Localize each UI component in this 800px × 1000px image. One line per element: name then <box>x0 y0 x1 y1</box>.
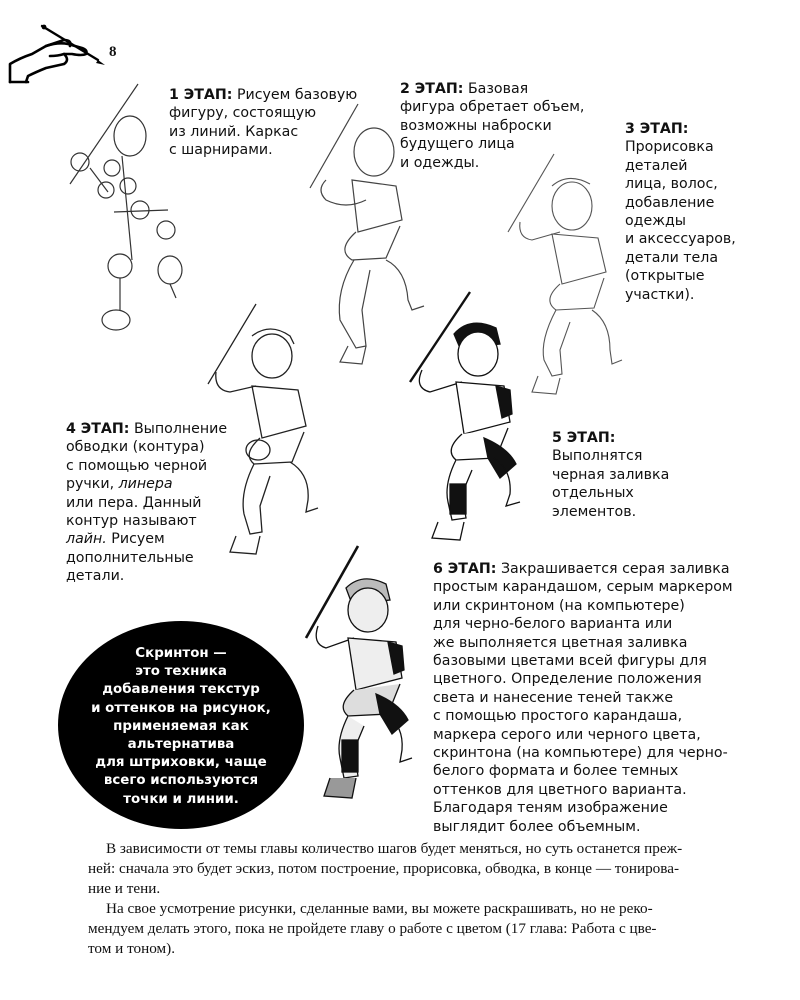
stage-5-black-fill-figure <box>396 288 536 548</box>
stage-4-line: обводки (контура) <box>66 439 205 456</box>
stage-1-line: Рисуем базовую <box>232 87 358 103</box>
stage-5-line: отдельных <box>552 485 634 502</box>
stage-6-line: маркера серого или черного цвета, <box>433 726 701 743</box>
stage-1-label: 1 ЭТАП: <box>169 87 233 103</box>
stage-1-line: с шарнирами. <box>169 142 273 159</box>
stage-4-line: дополнительные <box>66 549 194 566</box>
body-paragraph-2 <box>88 899 756 959</box>
body-line: На свое усмотрение рисунки, сделанные вами, вы можете раскрашивать, но не реко- <box>106 900 653 917</box>
note-line: это техника <box>135 664 227 680</box>
stage-6-line: Благодаря теням изображение <box>433 800 668 817</box>
note-line: добавления текстур <box>102 682 260 698</box>
stage-5-line: черная заливка <box>552 466 670 483</box>
stage-6-text <box>433 560 733 836</box>
stage-4-line: детали. <box>66 568 125 585</box>
stage-1-stick-figure <box>60 80 190 340</box>
body-line: ние и тени. <box>88 880 161 897</box>
body-line: мендуем делать этого, пока не пройдете главу о работе с цветом (17 глава: Работа с цве- <box>88 920 657 937</box>
stage-6-line: Закрашивается серая заливка <box>496 561 730 577</box>
stage-3-line: одежды <box>625 213 687 230</box>
stage-3-line: Прорисовка <box>625 139 714 156</box>
stage-4-line: Рисуем <box>106 531 165 548</box>
stage-4-line: контур называют <box>66 513 197 530</box>
stage-2-line: возможны наброски <box>400 117 552 134</box>
stage-2-line: будущего лица <box>400 136 515 153</box>
drawing-hand-icon <box>6 20 106 84</box>
note-line: применяемая как <box>113 718 249 734</box>
stage-6-line: для черно-белого варианта или <box>433 616 673 633</box>
screentone-note-text <box>58 645 304 809</box>
page-number: 8 <box>109 44 117 60</box>
stage-4-outline-figure <box>196 300 326 565</box>
stage-5-line: элементов. <box>552 503 637 520</box>
stage-4-line: с помощью черной <box>66 457 208 474</box>
stage-6-line: скринтона (на компьютере) для черно- <box>433 745 728 762</box>
stage-2-line: и одежды. <box>400 154 480 171</box>
stage-6-line: выглядит более объемным. <box>433 818 641 835</box>
stage-4-line: или пера. Данный <box>66 494 202 511</box>
stage-3-line: (открытые <box>625 268 705 285</box>
screentone-note-circle <box>58 621 304 829</box>
note-line: и оттенков на рисунок, <box>91 700 271 716</box>
stage-2-line: фигура обретает объем, <box>400 99 585 116</box>
note-line: для штриховки, чаще <box>95 755 267 771</box>
stage-2-label: 2 ЭТАП: <box>400 81 464 97</box>
body-line: В зависимости от темы главы количество шагов будет меняться, но суть останется преж- <box>106 840 683 857</box>
stage-4-line: Выполнение <box>129 421 228 437</box>
stage-3-label: 3 ЭТАП: <box>625 121 689 137</box>
stage-6-line: базовыми цветами всей фигуры для <box>433 653 707 670</box>
body-line: том и тоном). <box>88 940 176 957</box>
stage-4-italic: линера <box>118 476 173 493</box>
note-line: всего используются <box>103 773 259 789</box>
stage-3-line: лица, волос, <box>625 176 718 193</box>
stage-6-line: или скринтоном (на компьютере) <box>433 597 685 614</box>
stage-4-label: 4 ЭТАП: <box>66 421 130 437</box>
stage-6-line: белого формата и более темных <box>433 763 679 780</box>
note-line: альтернатива <box>127 737 235 753</box>
stage-6-label: 6 ЭТАП: <box>433 561 497 577</box>
stage-6-shaded-figure <box>296 542 426 812</box>
stage-6-line: с помощью простого карандаша, <box>433 708 683 725</box>
stage-2-line: Базовая <box>463 81 529 97</box>
stage-4-italic: лайн. <box>66 531 107 548</box>
stage-3-line: деталей <box>625 157 688 174</box>
stage-5-label: 5 ЭТАП: <box>552 430 616 446</box>
stage-3-line: участки). <box>625 286 695 303</box>
body-line: ней: сначала это будет эскиз, потом построение, прорисовка, обводка, в конце — тонирова- <box>88 860 680 877</box>
body-paragraph-1 <box>88 839 756 899</box>
stage-1-line: из линий. Каркас <box>169 123 299 140</box>
stage-3-line: детали тела <box>625 249 719 266</box>
stage-6-line: цветного. Определение положения <box>433 671 702 688</box>
stage-3-text <box>625 120 736 304</box>
stage-4-line: ручки, <box>66 476 119 493</box>
note-line: Скринтон — <box>135 646 227 661</box>
note-line: точки и линии. <box>123 791 239 807</box>
stage-6-line: простым карандашом, серым маркером <box>433 579 733 596</box>
stage-5-text <box>552 429 669 521</box>
stage-3-line: добавление <box>625 194 715 211</box>
stage-3-line: и аксессуаров, <box>625 231 736 248</box>
stage-5-line: Выполнятся <box>552 448 643 465</box>
stage-6-line: оттенков для цветного варианта. <box>433 781 687 798</box>
stage-6-line: же выполняется цветная заливка <box>433 634 688 651</box>
stage-6-line: света и нанесение теней также <box>433 689 674 706</box>
stage-1-line: фигуру, состоящую <box>169 105 317 122</box>
